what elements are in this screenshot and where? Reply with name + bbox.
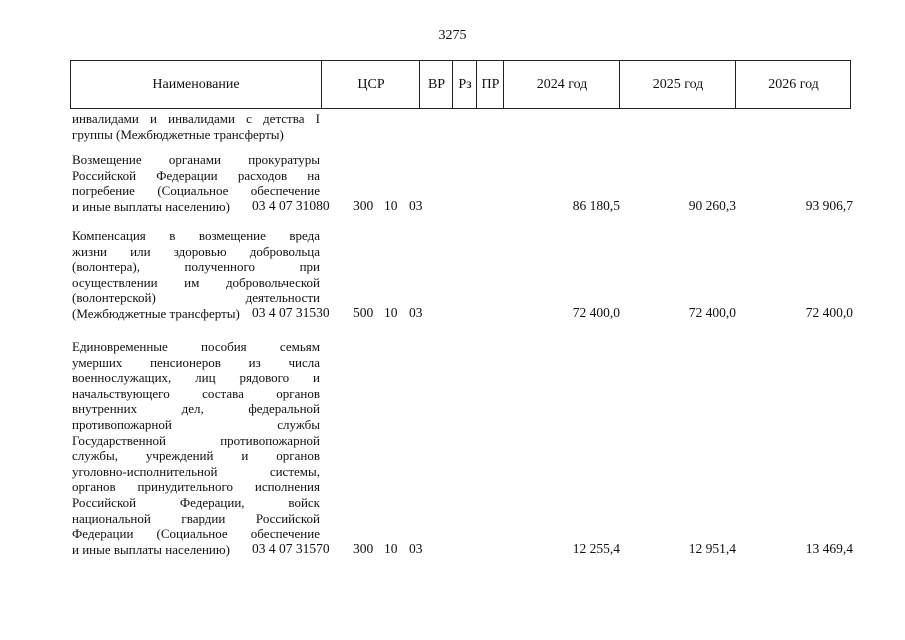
row-name [72,339,320,557]
cell-y2025: 12 951,4 [688,540,736,556]
row-name-line: начальствующего состава органов [72,385,320,401]
row-name-line: и иные выплаты населению) [72,198,230,214]
cell-pr: 03 [409,197,423,213]
cell-y2025: 90 260,3 [688,197,736,213]
row-name-line: Федерации (Социальное обеспечение [72,526,320,542]
row-name-line: Единовременные пособия семьям [72,339,320,354]
cell-y2026: 72 400,0 [805,305,853,320]
row-name-line: Государственной противопожарной [72,432,320,448]
cell-csr: 03 4 07 31570 [252,540,330,556]
row-name-line: (волонтера), полученного при [72,259,320,275]
header-pr: ПР [476,61,504,108]
table-header [70,60,851,109]
row-name-line: органов принудительного исполнения [72,479,320,495]
row-name-line: внутренних дел, федеральной [72,401,320,417]
header-vr: ВР [419,61,453,108]
header-2025: 2025 год [619,61,736,108]
cell-y2026: 13 469,4 [805,540,853,556]
row-name-line: Российской Федерации расходов на [72,167,320,183]
row-name-line: (волонтерской) деятельности [72,290,320,306]
cell-pr: 03 [409,305,423,320]
cell-y2025: 72 400,0 [688,305,736,320]
row-name-line: Возмещение органами прокуратуры [72,152,320,167]
cell-csr: 03 4 07 31080 [252,197,330,213]
row-name-line: осуществлении им добровольческой [72,274,320,290]
cell-rz: 10 [384,305,398,320]
row-name-line: Российской Федерации, войск [72,494,320,510]
cell-csr: 03 4 07 31530 [252,305,330,320]
row-name-line: службы, учреждений и органов [72,448,320,464]
header-2024: 2024 год [503,61,620,108]
cell-y2024: 72 400,0 [572,305,620,320]
row-name-line: противопожарной службы [72,416,320,432]
header-name: Наименование [152,77,240,92]
row-name-line: и иные выплаты населению) [72,541,230,557]
row-name-line: уголовно-исполнительной системы, [72,463,320,479]
header-2026: 2026 год [735,61,851,108]
row-name [72,111,320,142]
row-name-line: Компенсация в возмещение вреда [72,228,320,243]
page-number: 3275 [438,28,467,43]
cell-vr: 300 [353,540,374,556]
header-rz: Рз [452,61,477,108]
row-name-line: национальной гвардии Российской [72,510,320,526]
cell-y2026: 93 906,7 [805,197,853,213]
cell-rz: 10 [384,197,398,213]
row-name-line: инвалидами и инвалидами с детства I [72,111,320,126]
row-name-line: погребение (Социальное обеспечение [72,183,320,199]
cell-pr: 03 [409,540,423,556]
row-name-line: военнослужащих, лиц рядового и [72,370,320,386]
cell-vr: 500 [353,305,374,320]
cell-rz: 10 [384,540,398,556]
cell-y2024: 12 255,4 [572,540,620,556]
header-csr: ЦСР [321,61,420,108]
row-name-line: жизни или здоровью добровольца [72,243,320,259]
row-name-line: группы (Межбюджетные трансферты) [72,126,284,142]
cell-y2024: 86 180,5 [572,197,620,213]
cell-vr: 300 [353,197,374,213]
row-name-line: (Межбюджетные трансферты) [72,305,240,321]
row-name-line: умерших пенсионеров из числа [72,354,320,370]
